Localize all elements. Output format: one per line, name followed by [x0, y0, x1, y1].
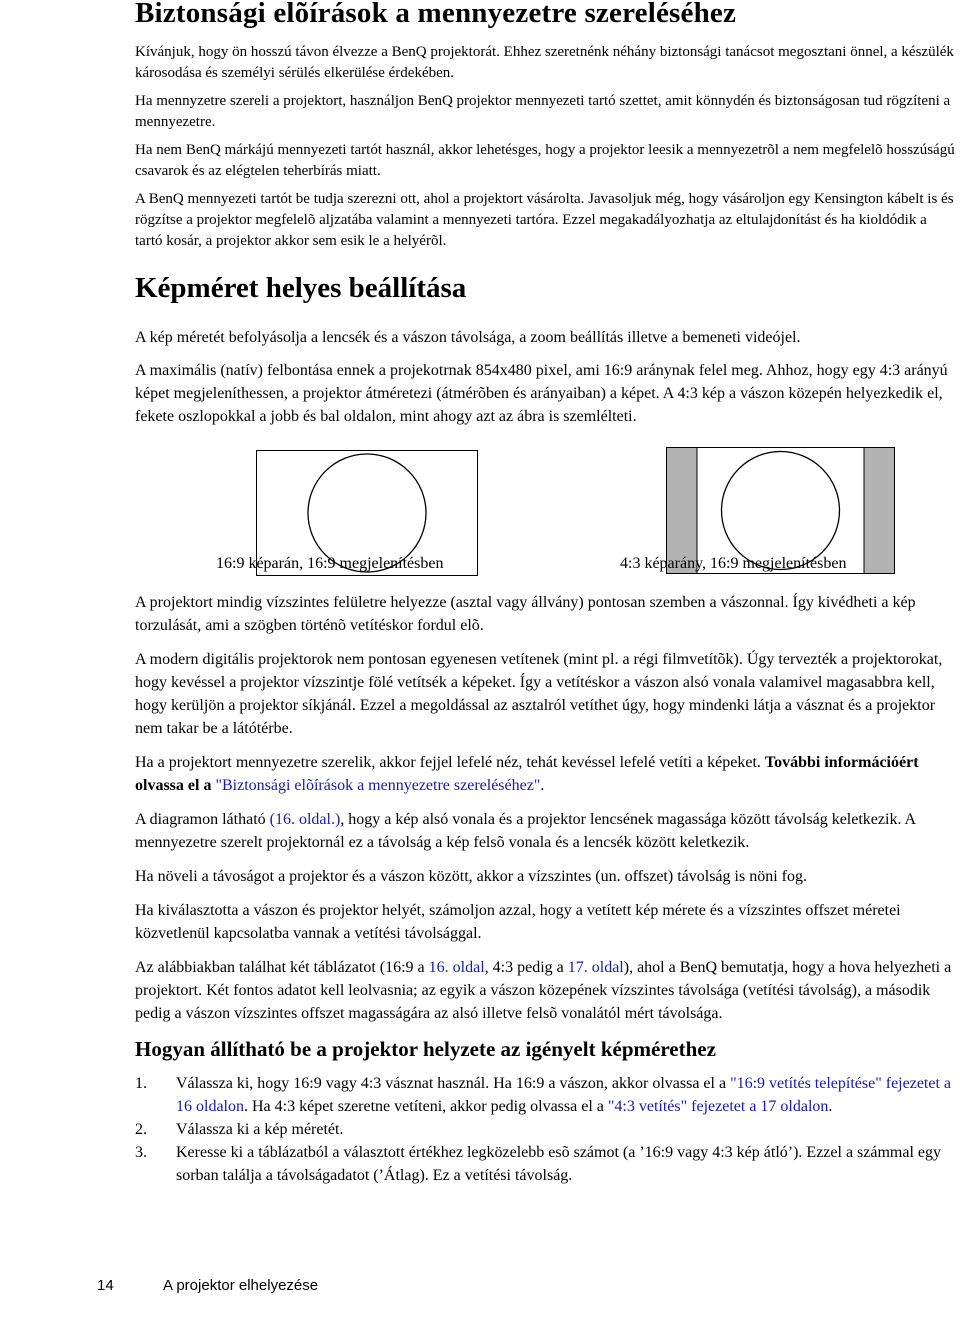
paragraph: A BenQ mennyezeti tartót be tudja szerezni ott, ahol a projektort vásárolta. Javasoljuk még, hogy vásároljon egy Kensington kábelt is és rögzítse a projektor megfelelõ aljzatába valamint a mennyezeti tartóra. Ezzel megakadályozhatja az eltulajdonítást és ha kioldódik a tartó kosár, a projektor akkor sem esik le a helyérõl.	[135, 191, 954, 249]
text-span: Válassza ki, hogy 16:9 vagy 4:3 vásznat használ. Ha 16:9 a vászon, akkor olvassa el a	[176, 1075, 731, 1092]
paragraph	[135, 808, 957, 854]
text-span: ), ahol a BenQ bemutatja, hogy a hova helyezheti a projektort. Két fontos adatot kell leolvasnia; az egyik a vászon közepének vízszintes távolsága (vetítési távolság), a második pedig a vászon vízszintes offszet magasságára az alsó illetve felsõ vonalától mért távolsága.	[135, 959, 952, 1022]
list-number: 1.	[135, 1075, 147, 1092]
list-item	[135, 1141, 957, 1187]
paragraph: A kép méretét befolyásolja a lencsék és a vászon távolsága, a zoom beállítás illetve a bemeneti videójel.	[135, 329, 801, 346]
link-page-16[interactable]: (16. oldal.)	[269, 811, 341, 828]
right-bar	[864, 448, 894, 573]
caption-right: 4:3 képarány, 16:9 megjelenítésben	[620, 555, 847, 572]
paragraph: Ha mennyzetre szereli a projektort, használjon BenQ projektor mennyezeti tartó szettet, amit könnydén és biztonságosan tud rögzíteni a mennyezetre.	[135, 93, 951, 130]
text-span: , hogy a kép alsó vonala és a projektor lencsének magassága között távolság keletkezik. A mennyezetre szerelt projektornál ez a távolság a kép felsõ vonala és a lencsék között keletkezik.	[135, 811, 916, 851]
bold-span: További információért olvassa el a	[135, 754, 919, 794]
section-title-ceiling-safety: Biztonsági elõírások a mennyezetre szereléséhez	[135, 0, 737, 29]
text-span: Ha a projektort mennyezetre szerelik, akkor fejjel lefelé néz, tehát kevéssel lefelé vetíti a képeket.	[135, 754, 765, 771]
link-16-9-setup[interactable]: "16:9 vetítés telepítése" fejezetet a 16 oldalon	[176, 1075, 952, 1115]
paragraph: Ha kiválasztotta a vászon és projektor helyét, számoljon azzal, hogy a vetített kép mérete és a vízszintes offszet méretei közvetlenül kapcsolatba vannak a vetítési távolsággal.	[135, 902, 901, 942]
link-page-17-table[interactable]: 17. oldal	[567, 959, 624, 976]
paragraph	[135, 956, 957, 1025]
text-span: , 4:3 pedig a	[484, 959, 568, 976]
list-number: 3.	[135, 1144, 147, 1161]
paragraph	[135, 751, 957, 797]
text-span: .	[540, 777, 545, 794]
text-span: Válassza ki a kép méretét.	[176, 1121, 344, 1138]
text-span: A diagramon látható	[135, 811, 270, 828]
link-ceiling-safety[interactable]: "Biztonsági elõírások a mennyezetre szereléséhez"	[215, 777, 541, 794]
text-span: Az alábbiakban találhat két táblázatot (16:9 a	[135, 959, 429, 976]
section-title-positioning: Hogyan állítható be a projektor helyzete az igényelt képmérethez	[135, 1037, 716, 1061]
list-item	[135, 1118, 957, 1141]
list-number: 2.	[135, 1121, 147, 1138]
page-number: 14	[97, 1277, 114, 1294]
paragraph: Kívánjuk, hogy ön hosszú távon élvezze a BenQ projektorát. Ehhez szeretnénk néhány biztonsági tanácsot megosztani önnel, a készülék károsodása és személyi sérülés elkerülése érdekében.	[135, 44, 954, 81]
paragraph: A projektort mindig vízszintes felületre helyezze (asztal vagy állvány) pontosan szemben a vászonnal. Így kivédheti a kép torzulását, ami a szögben történõ vetítéskor fordul elõ.	[135, 594, 916, 634]
paragraph: A modern digitális projektorok nem pontosan egyenesen vetítenek (mint pl. a régi filmvetítõk). Úgy tervezték a projektorokat, hogy kevéssel a projektor vízszintje fölé vetítsék a képeket. Így a vetítéskor a vászon alsó vonala valamivel magasabbra kell, hogy kerüljön a projektor síkjánál. Ezzel a megoldással az asztalról vetíthet úgy, hogy mindenki látja a vásznat és a projektor nem takar be a látótérbe.	[135, 651, 943, 737]
text-span: . Ha 4:3 képet szeretne vetíteni, akkor pedig olvassa el a	[244, 1098, 608, 1115]
link-page-16-table[interactable]: 16. oldal	[428, 959, 485, 976]
text-span: .	[828, 1098, 833, 1115]
caption-left: 16:9 képarán, 16:9 megjelenítésben	[216, 555, 444, 572]
paragraph: Ha növeli a távoságot a projektor és a vászon között, akkor a vízszintes (un. offszet) távolság is nöni fog.	[135, 868, 807, 885]
link-4-3-setup[interactable]: "4:3 vetítés" fejezetet a 17 oldalon	[607, 1098, 829, 1115]
section-title-image-size: Képméret helyes beállítása	[135, 272, 467, 304]
list-item	[135, 1072, 957, 1118]
paragraph: Ha nem BenQ márkájú mennyezeti tartót használ, akkor lehetésges, hogy a projektor leesik a mennyezetrõl a nem megfelelõ hosszúságú csavarok és az elégtelen teherbírás miatt.	[135, 142, 955, 179]
text-span: Keresse ki a táblázatból a választott értékhez legközelebb esõ számot (a ’16:9 vagy 4:3 kép átló’). Ezzel a számmal egy sorban találja a távolságadatot (’Átlag). Ez a vetítési távolság.	[176, 1144, 942, 1184]
chapter-title: A projektor elhelyezése	[163, 1277, 319, 1294]
paragraph: A maximális (natív) felbontása ennek a projekotrnak 854x480 pixel, ami 16:9 aránynak felel meg. Ahhoz, hogy egy 4:3 arányú képet megjeleníthessen, a projektor átméretezi (átmérõben és arányaiban) a képet. A 4:3 kép a vászon közepén helyezkedik el, fekete oszlopokkal a jobb és bal oldalon, mint ahogy azt az ábra is szemlélteti.	[135, 362, 948, 425]
steps-list	[135, 1072, 957, 1187]
